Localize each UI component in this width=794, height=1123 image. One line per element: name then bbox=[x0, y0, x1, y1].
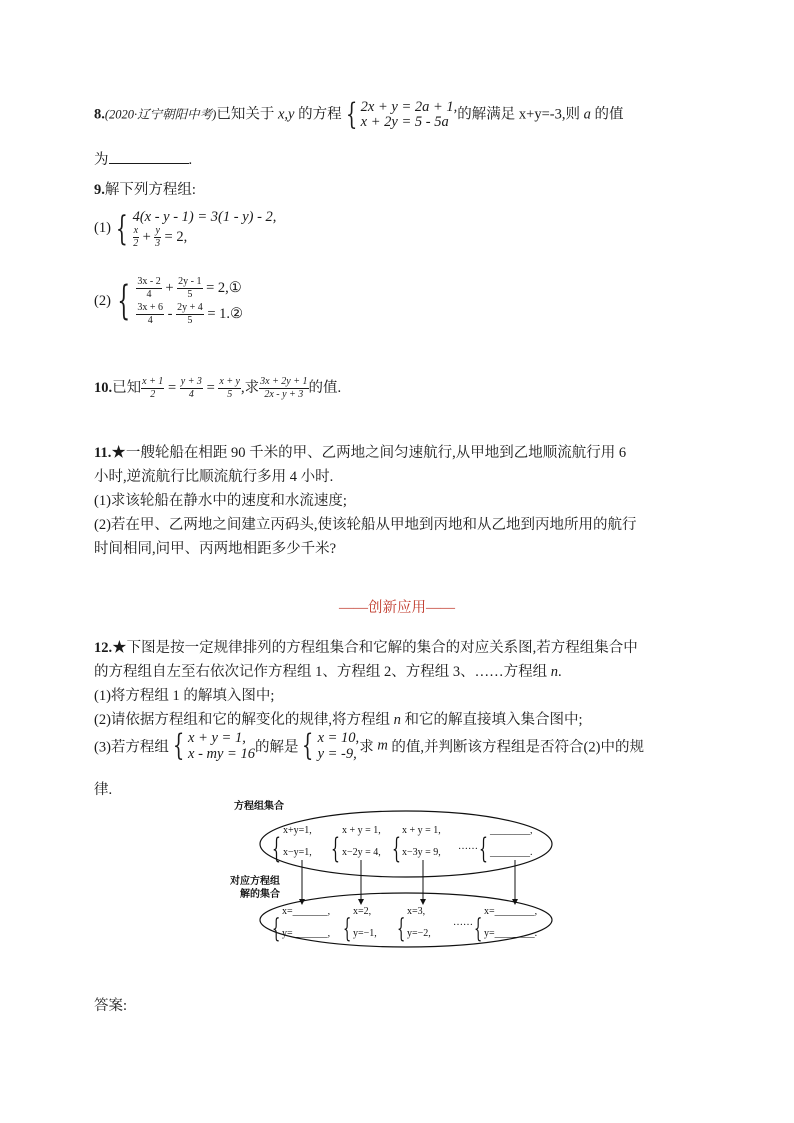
q12-var-n: n bbox=[550, 664, 558, 680]
q9-p2-minus: - bbox=[167, 306, 173, 322]
q9-p2-frac-a: $\frac{3x - 2}{4}$ bbox=[137, 276, 161, 301]
svg-text:{: { bbox=[272, 912, 281, 944]
q10-frac3: $\frac{x + y}{5}$ bbox=[219, 376, 240, 401]
q9-part2 bbox=[94, 275, 243, 327]
q8-eq2: x + 2y = 5 - 5a bbox=[360, 114, 449, 130]
q9-p2-frac-c: $\frac{3x + 6}{4}$ bbox=[137, 302, 164, 327]
label-solution-set-2: 解的集合 bbox=[240, 889, 280, 900]
q8-text4: 的值 bbox=[590, 106, 624, 123]
q8-period: . bbox=[188, 152, 193, 168]
q9-prompt-line bbox=[94, 178, 196, 199]
q8-answer-blank[interactable] bbox=[109, 163, 189, 164]
q8-line2 bbox=[94, 148, 192, 169]
q11-number: 11. bbox=[94, 445, 112, 461]
eq3-b: x−3y = 9, bbox=[402, 847, 441, 858]
svg-text:{: { bbox=[392, 832, 401, 866]
q12-line5: (3)若方程组 { x + y = 1, x - my = 16 的解是 { x = 10, y = -9, 求 m 的值,并判断该方程组是否符合(2)中的规 bbox=[94, 728, 644, 763]
sol2-x: x=2, bbox=[353, 906, 372, 917]
label-equation-set: 方程组集合 bbox=[234, 801, 284, 812]
eq-system-1 bbox=[272, 825, 312, 866]
sol-system-2 bbox=[343, 906, 377, 943]
q10-frac1: $\frac{x + 1}{2}$ bbox=[142, 376, 164, 401]
q9-p1-frac2: $\frac{y}{3}$ bbox=[155, 225, 161, 249]
q9-p1-eq2 bbox=[133, 226, 277, 249]
section-title: ——创新应用—— bbox=[339, 600, 455, 616]
q12-line3: (1)将方程组 1 的解填入图中; bbox=[94, 688, 275, 704]
q9-p2-rhs2: = 1.② bbox=[207, 306, 244, 322]
q10-text3: 的值. bbox=[308, 380, 342, 396]
q11-line1 bbox=[94, 441, 626, 462]
q12-var-m: m bbox=[377, 737, 388, 754]
eq1-a: x+y=1, bbox=[283, 825, 312, 836]
svg-text:{: { bbox=[397, 912, 406, 944]
eq2-b: x−2y = 4, bbox=[342, 847, 381, 858]
q8-system bbox=[361, 100, 458, 130]
q8-vars: x,y bbox=[277, 106, 295, 123]
sol1-x-blank[interactable]: x=_______, bbox=[282, 906, 331, 917]
q8-brace: { bbox=[345, 97, 357, 132]
sol-system-1[interactable] bbox=[272, 906, 330, 943]
q9-part1 bbox=[94, 208, 276, 249]
q9-prompt: 解下列方程组: bbox=[104, 182, 196, 198]
q12-sys-eq1: x + y = 1, bbox=[188, 730, 246, 746]
sol3-x: x=3, bbox=[407, 906, 426, 917]
q8-text2: 的方程 bbox=[294, 106, 342, 123]
q9-p2-rhs1: = 2,① bbox=[206, 280, 242, 296]
eq-system-2 bbox=[331, 825, 381, 866]
q10-number: 10. bbox=[94, 380, 113, 396]
eq1-b: x−y=1, bbox=[283, 847, 312, 858]
answer-label: 答案: bbox=[94, 998, 128, 1014]
equation-set-ellipse bbox=[260, 811, 552, 877]
q8-eq1: 2x + y = 2a + 1, bbox=[360, 99, 458, 115]
q11-text1: ★一艘轮船在相距 90 千米的甲、乙两地之间匀速航行,从甲地到乙地顺流航行用 6 bbox=[111, 445, 627, 461]
q10-frac4: $\frac{3x + 2y + 1}{2x - y + 3}$ bbox=[260, 376, 308, 401]
eq2-a: x + y = 1, bbox=[342, 825, 381, 836]
q8-line1 bbox=[94, 97, 624, 132]
soln-x-blank[interactable]: x=________, bbox=[484, 906, 538, 917]
q12-sol-eq1: x = 10, bbox=[317, 730, 360, 746]
q12-sys-eq2: x - my = 16 bbox=[188, 746, 255, 762]
sol-system-3 bbox=[397, 906, 431, 943]
label-solution-set-1: 对应方程组 bbox=[230, 876, 280, 887]
q12-sol-eq2: y = -9, bbox=[317, 746, 357, 762]
q8-line2-text: 为 bbox=[94, 152, 109, 168]
svg-text:{: { bbox=[343, 912, 352, 944]
q12-number: 12. bbox=[94, 640, 113, 656]
q9-p1-label: (1) bbox=[94, 220, 111, 236]
q9-p2-system bbox=[136, 275, 243, 327]
set-diagram bbox=[226, 798, 566, 948]
q12-sys-brace: { bbox=[172, 728, 185, 763]
svg-text:{: { bbox=[474, 912, 483, 944]
q9-p1-frac1: $\frac{x}{2}$ bbox=[133, 225, 139, 249]
eqn-a-blank[interactable]: ________, bbox=[490, 825, 533, 836]
eq3-a: x + y = 1, bbox=[402, 825, 441, 836]
svg-text:{: { bbox=[479, 832, 488, 866]
q9-p2-label: (2) bbox=[94, 292, 111, 309]
q9-p1-plus: + bbox=[142, 228, 151, 245]
eq-ellipsis: …… bbox=[458, 841, 478, 852]
q10-text2: ,求 bbox=[241, 380, 260, 396]
q10-text1: 已知 bbox=[112, 380, 142, 396]
q11-line5: 时间相同,问甲、丙两地相距多少千米? bbox=[94, 541, 337, 557]
q12-line2: 的方程组自左至右依次记作方程组 1、方程组 2、方程组 3、……方程组 n. bbox=[94, 664, 562, 680]
q10-line bbox=[94, 376, 341, 400]
q12-line6: 律. bbox=[94, 782, 113, 798]
q12-line4: (2)请依据方程组和它的解变化的规律,将方程组 n 和它的解直接填入集合图中; bbox=[94, 712, 583, 728]
q9-p2-brace: { bbox=[117, 278, 131, 324]
q8-text3: 的解满足 x+y=-3,则 bbox=[457, 106, 584, 123]
q9-p2-frac-b: $\frac{2y - 1}{5}$ bbox=[178, 276, 202, 301]
q12-var-n2: n bbox=[393, 712, 401, 728]
eqn-b-blank[interactable]: ________. bbox=[490, 847, 533, 858]
q9-p1-system bbox=[133, 208, 277, 249]
q12-solution bbox=[318, 730, 360, 762]
sol1-y-blank[interactable]: y=_______, bbox=[282, 928, 331, 939]
svg-text:{: { bbox=[272, 832, 281, 866]
q9-p2-eq2 bbox=[136, 301, 243, 327]
q9-p2-frac-d: $\frac{2y + 4}{5}$ bbox=[177, 302, 203, 327]
q9-p2-eq1 bbox=[136, 275, 243, 301]
q9-p2-plus: + bbox=[165, 280, 174, 296]
q11-line4: (2)若在甲、乙两地之间建立丙码头,使该轮船从甲地到丙地和从乙地到丙地所用的航行 bbox=[94, 517, 637, 533]
q11-line2: 小时,逆流航行比顺流航行多用 4 小时. bbox=[94, 469, 334, 485]
q8-number: 8. bbox=[94, 106, 105, 123]
q8-text1: 已知关于 bbox=[216, 106, 278, 123]
eq-system-3 bbox=[392, 825, 441, 866]
q9-p1-rhs: = 2, bbox=[164, 228, 188, 245]
q12-sol-brace: { bbox=[302, 728, 314, 763]
q9-p1-eq1: 4(x - y - 1) = 3(1 - y) - 2, bbox=[132, 209, 277, 225]
sol-system-n[interactable] bbox=[474, 906, 537, 943]
q10-eq1: = bbox=[167, 380, 177, 396]
q12-system bbox=[188, 730, 255, 762]
sol-ellipsis: …… bbox=[453, 917, 473, 928]
q9-p1-brace: { bbox=[115, 208, 128, 249]
sol2-y: y=−1, bbox=[353, 928, 377, 939]
q11-line3: (1)求该轮船在静水中的速度和水流速度; bbox=[94, 493, 347, 509]
q10-frac2: $\frac{y + 3}{4}$ bbox=[180, 376, 202, 401]
soln-y-blank[interactable]: y=________. bbox=[484, 928, 538, 939]
sol3-y: y=−2, bbox=[407, 928, 431, 939]
q10-eq2: = bbox=[206, 380, 215, 396]
eq-system-n[interactable] bbox=[479, 825, 533, 866]
q12-line1 bbox=[94, 636, 638, 657]
q8-source: (2020·辽宁朝阳中考) bbox=[104, 107, 217, 122]
svg-text:{: { bbox=[331, 832, 340, 866]
q8-var-a: a bbox=[583, 106, 591, 123]
q12-text1: ★下图是按一定规律排列的方程组集合和它解的集合的对应关系图,若方程组集合中 bbox=[112, 640, 638, 656]
q9-number: 9. bbox=[94, 182, 105, 198]
